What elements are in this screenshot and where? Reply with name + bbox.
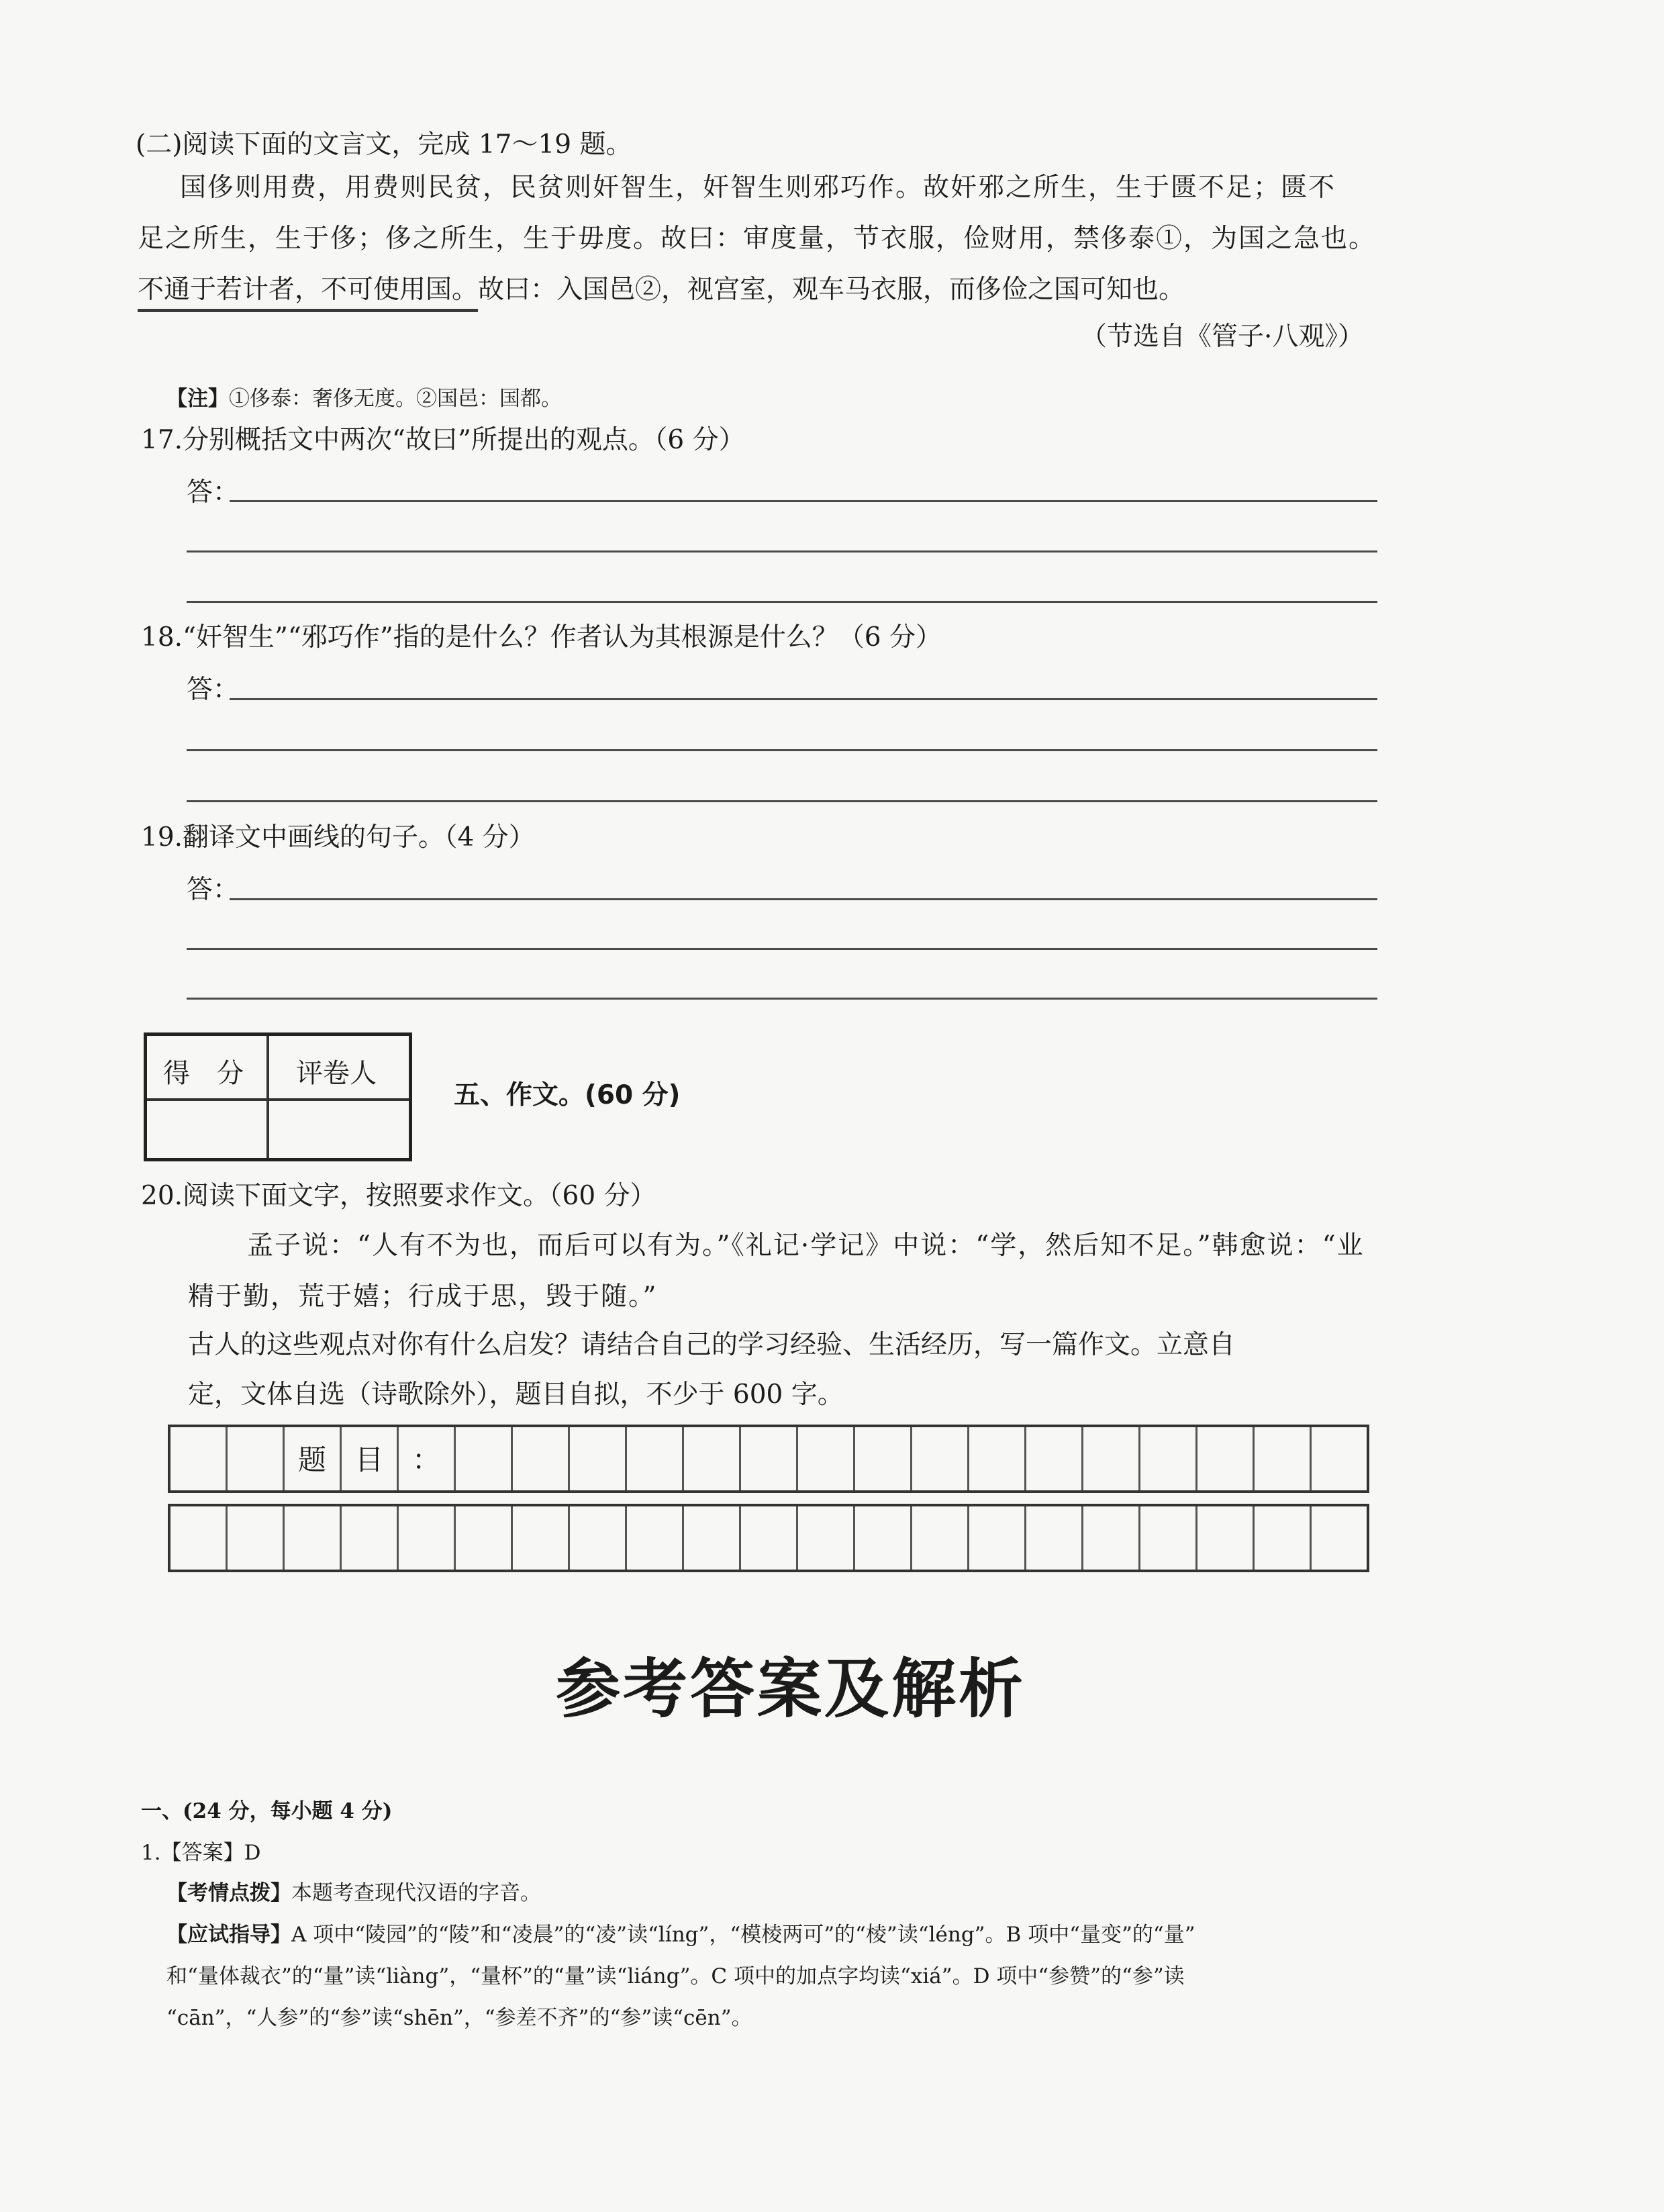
passage-line-3-rest: 故曰：入国邑②，视宫室，观车马衣服，而侈俭之国可知也。	[478, 275, 1185, 305]
grid-cell[interactable]	[399, 1427, 456, 1490]
note-text: ①侈泰：奢侈无度。②国邑：国都。	[229, 387, 562, 411]
grid-cell[interactable]	[513, 1427, 570, 1490]
grid-cell[interactable]	[1197, 1506, 1255, 1570]
question-18	[141, 624, 942, 651]
passage-line-3	[138, 277, 1185, 303]
exam-point	[166, 1876, 541, 1906]
passage-source: （节选自《管子·八观》）	[1081, 322, 1364, 352]
grader-label: 评卷人	[296, 1058, 377, 1089]
answer-line[interactable]	[187, 749, 1377, 751]
question-19	[141, 824, 535, 851]
grid-cell[interactable]	[170, 1506, 228, 1570]
question-17	[141, 427, 745, 453]
grid-cell[interactable]	[570, 1506, 627, 1570]
grid-cell[interactable]	[342, 1506, 399, 1570]
guide-text: A 项中“陵园”的“陵”和“凌晨”的“凌”读“líng”，“模棱两可”的“棱”读“léng”。B 项中“量变”的“量”	[291, 1923, 1195, 1947]
score-label: 得 分	[163, 1058, 244, 1089]
answer-line[interactable]	[230, 898, 1377, 900]
grid-cell[interactable]	[1197, 1427, 1255, 1490]
grid-cell[interactable]	[228, 1506, 285, 1570]
question-number: 20.	[141, 1181, 183, 1211]
guide-label: 【应试指导】	[166, 1923, 291, 1947]
question-20	[141, 1183, 656, 1209]
question-text: “奸智生”“邪巧作”指的是什么？作者认为其根源是什么？（6 分）	[183, 622, 942, 653]
grid-cell[interactable]	[969, 1506, 1026, 1570]
grid-cell[interactable]	[684, 1427, 741, 1490]
grid-cell[interactable]	[456, 1427, 513, 1490]
answer-label: 答：	[187, 675, 240, 705]
grid-cell[interactable]	[684, 1506, 741, 1570]
grid-cell[interactable]	[285, 1506, 342, 1570]
grid-cell[interactable]	[170, 1427, 228, 1490]
underlined-sentence: 不通于若计者，不可使用国。	[138, 275, 478, 312]
grid-cell[interactable]	[741, 1427, 798, 1490]
answer-label: 答：	[187, 875, 240, 905]
grid-cell[interactable]	[1312, 1506, 1367, 1570]
answer-line[interactable]	[230, 500, 1377, 502]
answer-q1: 1.【答案】D	[141, 1841, 261, 1865]
essay-grid-row-1[interactable]	[168, 1425, 1369, 1493]
question-number: 19.	[141, 822, 183, 853]
section-5-title: 五、作文。(60 分)	[454, 1080, 681, 1110]
grid-cell[interactable]	[285, 1427, 342, 1490]
question-number: 17.	[141, 425, 183, 455]
essay-grid-row-2[interactable]	[168, 1504, 1369, 1572]
grid-cell[interactable]	[1140, 1427, 1197, 1490]
answer-line[interactable]	[187, 800, 1377, 802]
essay-requirement-line-2: 定，文体自选（诗歌除外），题目自拟，不少于 600 字。	[188, 1380, 844, 1410]
answers-title: 参考答案及解析	[556, 1651, 1026, 1727]
grid-cell-char: 目	[354, 1443, 384, 1476]
grid-cell[interactable]	[741, 1506, 798, 1570]
answer-line[interactable]	[187, 998, 1377, 1000]
exam-point-text: 本题考查现代汉语的字音。	[291, 1881, 541, 1905]
grid-cell[interactable]	[798, 1506, 855, 1570]
grid-cell[interactable]	[855, 1427, 912, 1490]
grid-cell[interactable]	[1026, 1427, 1083, 1490]
passage-line-2: 足之所生，生于侈；侈之所生，生于毋度。故曰：审度量，节衣服，俭财用，禁侈泰①，为国之急也。	[138, 224, 1377, 254]
grid-cell[interactable]	[228, 1427, 285, 1490]
score-box	[144, 1032, 412, 1161]
question-number: 18.	[141, 622, 183, 653]
answers-section-1: 一、(24 分，每小题 4 分)	[141, 1799, 393, 1823]
grid-cell-char: 题	[297, 1443, 327, 1476]
exam-point-label: 【考情点拨】	[166, 1881, 291, 1905]
grid-cell[interactable]	[912, 1506, 969, 1570]
question-text: 阅读下面文字，按照要求作文。（60 分）	[183, 1181, 656, 1211]
guide-line-3: “cān”，“人参”的“参”读“shēn”，“参差不齐”的“参”读“cēn”。	[166, 2006, 752, 2030]
grid-cell[interactable]	[912, 1427, 969, 1490]
grid-cell[interactable]	[798, 1427, 855, 1490]
grid-cell-char: ：	[411, 1443, 441, 1476]
grid-cell[interactable]	[1255, 1506, 1312, 1570]
grid-cell[interactable]	[855, 1506, 912, 1570]
grid-cell[interactable]	[456, 1506, 513, 1570]
essay-quote-line-1: 孟子说：“人有不为也，而后可以有为。”《礼记·学记》中说：“学，然后知不足。”韩愈说：“业	[247, 1231, 1365, 1261]
question-text: 翻译文中画线的句子。（4 分）	[183, 822, 535, 853]
grid-cell[interactable]	[1083, 1506, 1140, 1570]
grid-cell[interactable]	[513, 1506, 570, 1570]
grid-cell[interactable]	[627, 1427, 684, 1490]
grid-cell[interactable]	[1312, 1427, 1367, 1490]
grid-cell[interactable]	[1255, 1427, 1312, 1490]
grid-cell[interactable]	[627, 1506, 684, 1570]
question-text: 分别概括文中两次“故曰”所提出的观点。（6 分）	[183, 425, 745, 455]
guide-line-1	[166, 1917, 1195, 1947]
note-label: 【注】	[166, 387, 229, 411]
answer-line[interactable]	[187, 601, 1377, 603]
grid-cell[interactable]	[1083, 1427, 1140, 1490]
answer-label: 答：	[187, 477, 240, 508]
essay-requirement-line-1: 古人的这些观点对你有什么启发？请结合自己的学习经验、生活经历，写一篇作文。立意自	[188, 1330, 1236, 1360]
grid-cell[interactable]	[342, 1427, 399, 1490]
grid-cell[interactable]	[399, 1506, 456, 1570]
essay-quote-line-2: 精于勤，荒于嬉；行成于思，毁于随。”	[188, 1282, 658, 1312]
answer-line[interactable]	[230, 698, 1377, 700]
answer-line[interactable]	[187, 550, 1377, 552]
grid-cell[interactable]	[1026, 1506, 1083, 1570]
grid-cell[interactable]	[570, 1427, 627, 1490]
section-intro: (二)阅读下面的文言文，完成 17～19 题。	[136, 130, 632, 160]
passage-line-1: 国侈则用费，用费则民贫，民贫则奸智生，奸智生则邪巧作。故奸邪之所生，生于匮不足；匮不	[180, 173, 1336, 203]
note	[166, 381, 562, 412]
answer-line[interactable]	[187, 948, 1377, 950]
grid-cell[interactable]	[969, 1427, 1026, 1490]
grid-cell[interactable]	[1140, 1506, 1197, 1570]
guide-line-2: 和“量体裁衣”的“量”读“liàng”，“量杯”的“量”读“liáng”。C 项中的加点字均读“xiá”。D 项中“参赞”的“参”读	[166, 1964, 1185, 1988]
